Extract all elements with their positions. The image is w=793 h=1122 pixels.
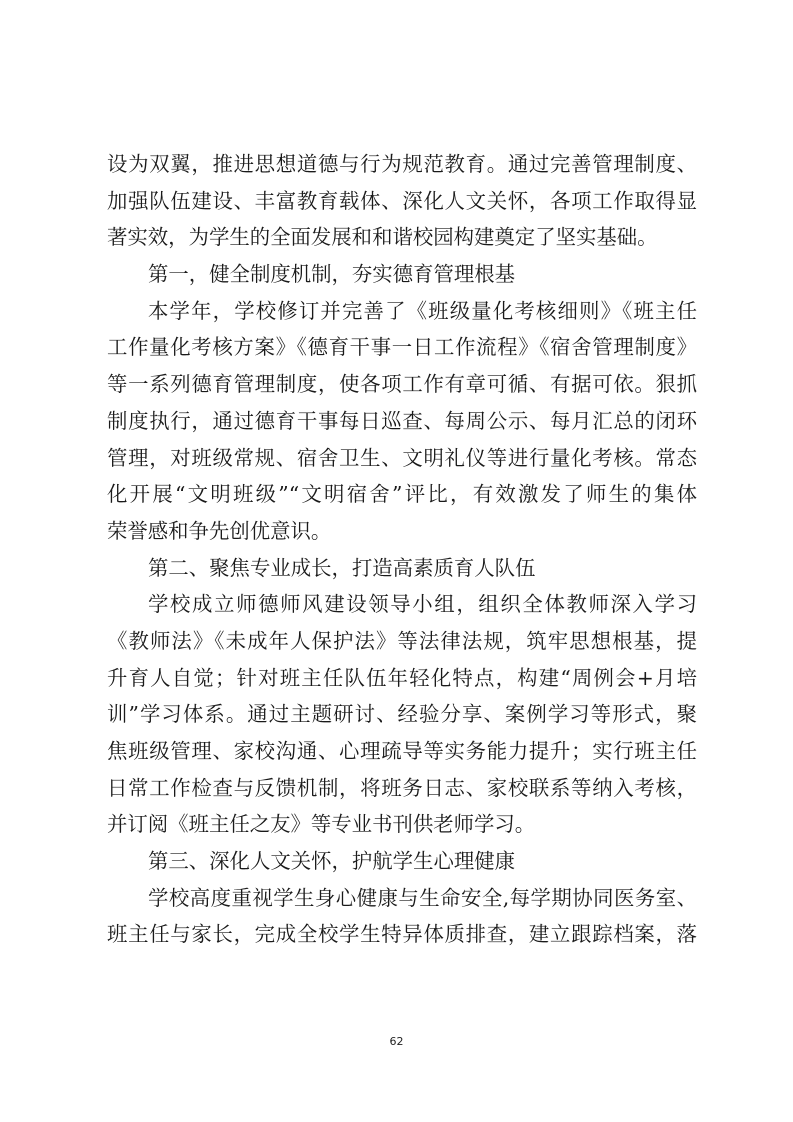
- paragraph-line: 升育人自觉；针对班主任队伍年轻化特点，构建“周例会+月培: [107, 665, 697, 690]
- section-heading-3: 第三、深化人文关怀，护航学生心理健康: [148, 849, 516, 874]
- paragraph-line: 学校成立师德师风建设领导小组，组织全体教师深入学习: [148, 592, 697, 617]
- paragraph-line: 等一系列德育管理制度，使各项工作有章可循、有据可依。狠抓: [107, 372, 697, 397]
- paragraph-line: 加强队伍建设、丰富教育载体、深化人文关怀，各项工作取得显: [107, 188, 697, 213]
- paragraph-line: 化开展“文明班级”“文明宿舍”评比，有效激发了师生的集体: [107, 482, 697, 507]
- section-heading-2: 第二、聚焦专业成长，打造高素质育人队伍: [148, 555, 536, 580]
- paragraph-line: 并订阅《班主任之友》等专业书刊供老师学习。: [107, 812, 536, 837]
- document-body: [107, 146, 697, 953]
- paragraph-line: 班主任与家长，完成全校学生特异体质排查，建立跟踪档案，落: [107, 922, 697, 947]
- paragraph-line: 日常工作检查与反馈机制，将班务日志、家校联系等纳入考核，: [107, 775, 697, 800]
- paragraph-line: 管理，对班级常规、宿舍卫生、文明礼仪等进行量化考核。常态: [107, 445, 697, 470]
- section-heading-1: 第一，健全制度机制，夯实德育管理根基: [148, 262, 516, 287]
- paragraph-line: 学校高度重视学生身心健康与生命安全,每学期协同医务室、: [148, 885, 697, 910]
- page-number: 62: [389, 1035, 404, 1048]
- paragraph-line: 本学年，学校修订并完善了《班级量化考核细则》《班主任: [148, 298, 697, 323]
- paragraph-line: 著实效，为学生的全面发展和和谐校园构建奠定了坚实基础。: [107, 225, 658, 250]
- paragraph-line: 制度执行，通过德育干事每日巡查、每周公示、每月汇总的闭环: [107, 408, 697, 433]
- paragraph-line: 训”学习体系。通过主题研讨、经验分享、案例学习等形式，聚: [107, 702, 697, 727]
- paragraph-line: 设为双翼，推进思想道德与行为规范教育。通过完善管理制度、: [107, 152, 697, 176]
- paragraph-line: 焦班级管理、家校沟通、心理疏导等实务能力提升；实行班主任: [107, 739, 697, 763]
- paragraph-line: 工作量化考核方案》《德育干事一日工作流程》《宿舍管理制度》: [107, 335, 697, 360]
- paragraph-line: 《教师法》《未成年人保护法》等法律法规，筑牢思想根基，提: [107, 628, 697, 653]
- paragraph-line: 荣誉感和争先创优意识。: [107, 518, 332, 543]
